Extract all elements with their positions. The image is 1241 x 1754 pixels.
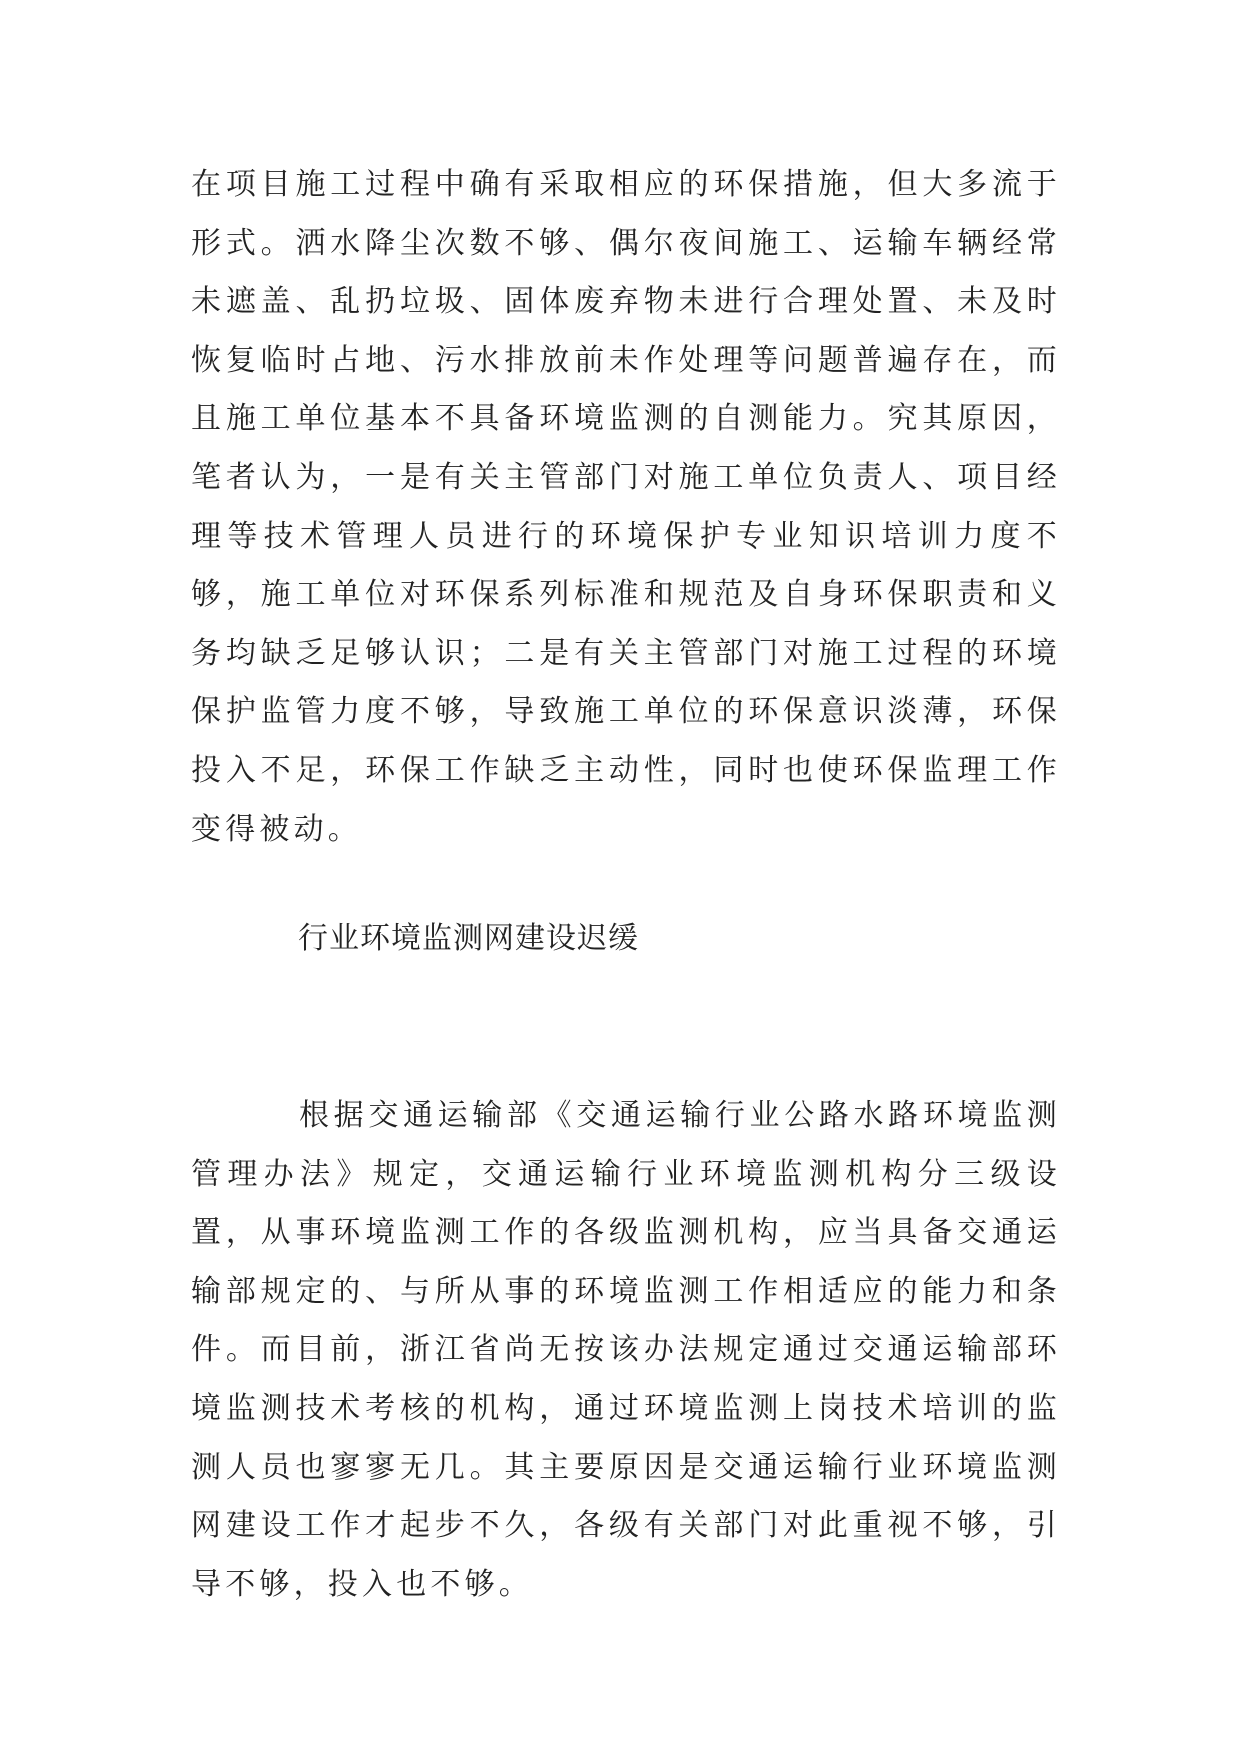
section-heading: 行业环境监测网建设迟缓 [298,921,639,956]
body-paragraph: 在项目施工过程中确有采取相应的环保措施，但大多流于形式。洒水降尘次数不够、偶尔夜间施工、运输车辆经常未遮盖、乱扔垃圾、固体废弃物未进行合理处置、未及时恢复临时占地、污水排放前未作处理等问题普遍存在，而且施工单位基本不具备环境监测的自测能力。究其原因，笔者认为，一是有关主管部门对施工单位负责人、项目经理等技术管理人员进行的环境保护专业知识培训力度不够，施工单位对环保系列标准和规范及自身环保职责和义务均缺乏足够认识；二是有关主管部门对施工过程的环境保护监管力度不够，导致施工单位的环保意识淡薄，环保投入不足，环保工作缺乏主动性，同时也使环保监理工作变得被动。 [191,167,1061,847]
body-paragraph: 根据交通运输部《交通运输行业公路水路环境监测管理办法》规定，交通运输行业环境监测机构分三级设置，从事环境监测工作的各级监测机构，应当具备交通运输部规定的、与所从事的环境监测工作相适应的能力和条件。而目前，浙江省尚无按该办法规定通过交通运输部环境监测技术考核的机构，通过环境监测上岗技术培训的监测人员也寥寥无几。其主要原因是交通运输行业环境监测网建设工作才起步不久，各级有关部门对此重视不够，引导不够，投入也不够。 [191,1098,1061,1602]
